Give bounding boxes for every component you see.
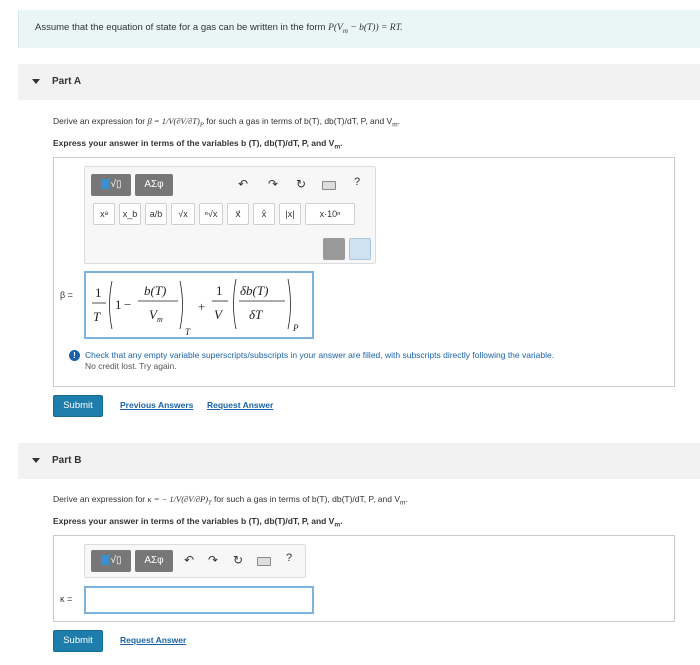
part-a-prompt: Derive an expression for $\beta = 1/V(\partial V/\partial T)_P$ for such a gas in terms of b(T), db(T)/dT, P, and $V_m$. (53, 116, 400, 129)
part-a-answer-expression (86, 273, 312, 337)
subscript-button[interactable]: x_b (119, 203, 141, 225)
redo-icon[interactable]: ↷ (267, 177, 279, 191)
denominator-T: T (93, 309, 101, 324)
subscript-T: T (185, 327, 191, 337)
unit-vector-button[interactable]: x̂ (253, 203, 275, 225)
collapse-caret-icon[interactable] (32, 79, 40, 84)
part-a-request-answer-link[interactable]: Request Answer (207, 400, 274, 410)
part-b-prompt: Derive an expression for κ = − $1/V(\partial V/\partial P)_T$ for such a gas in terms of b(T), db(T)/dT, P, and $V_m$. (53, 494, 408, 507)
part-a-math-input[interactable] (84, 271, 314, 339)
reset-icon[interactable]: ↻ (295, 177, 307, 191)
help-icon[interactable]: ? (353, 176, 361, 188)
kappa-label: κ = (60, 594, 73, 604)
part-b-header[interactable] (18, 443, 700, 479)
keyboard-shortcuts-icon[interactable] (322, 181, 336, 190)
part-b-request-answer-link[interactable]: Request Answer (120, 635, 187, 645)
greek-symbols-button[interactable]: ΑΣφ (135, 550, 173, 572)
plus-sign: + (198, 299, 206, 314)
part-b-math-toolbar (84, 544, 306, 578)
part-a-submit-button[interactable]: Submit (53, 395, 103, 417)
nth-root-button[interactable]: ⁿ√x (199, 203, 223, 225)
beta-label: β = (60, 290, 73, 300)
feedback-message: ! Check that any empty variable superscripts/subscripts in your answer are filled, with subscripts directly following the variable. No credit lost. Try again. (69, 350, 554, 371)
greek-symbols-button[interactable]: ΑΣφ (135, 174, 173, 196)
part-b-submit-button[interactable]: Submit (53, 630, 103, 652)
fraction-button[interactable]: a/b (145, 203, 167, 225)
keyboard-icon[interactable] (349, 238, 371, 260)
part-b-answer-box (53, 535, 675, 622)
part-a-math-toolbar (84, 166, 376, 264)
part-b-title: Part B (52, 455, 82, 466)
intro-text: Assume that the equation of state for a gas can be written in the form (35, 22, 329, 33)
keyboard-shortcuts-icon[interactable] (257, 557, 271, 566)
help-icon[interactable]: ? (285, 552, 293, 564)
scientific-notation-button[interactable]: x·10ⁿ (305, 203, 355, 225)
collapse-caret-icon[interactable] (32, 458, 40, 463)
part-a-title: Part A (52, 76, 82, 87)
part-a-header[interactable] (18, 64, 700, 100)
intro-equation: $P(V_m - b(T))$ = RT. (328, 23, 403, 35)
one-term: 1 (115, 297, 122, 312)
backspace-icon[interactable] (323, 238, 345, 260)
info-icon: ! (69, 350, 80, 361)
part-b-instruction: Express your answer in terms of the variables b (T), db(T)/dT, P, and $V_m$. (53, 516, 343, 529)
templates-button[interactable]: √▯ (91, 550, 131, 572)
sqrt-button[interactable]: √x (171, 203, 195, 225)
numerator-one: 1 (95, 285, 102, 300)
undo-icon[interactable]: ↶ (183, 553, 195, 567)
reset-icon[interactable]: ↻ (232, 553, 244, 567)
V-m: $V_m$ (149, 307, 163, 324)
delta-T: δT (249, 307, 263, 322)
previous-answers-link[interactable]: Previous Answers (120, 400, 194, 410)
feedback-subtext: No credit lost. Try again. (85, 361, 177, 372)
templates-button[interactable]: √▯ (91, 174, 131, 196)
superscript-button[interactable]: xᵃ (93, 203, 115, 225)
problem-intro (18, 10, 700, 48)
denominator-V: V (214, 307, 222, 322)
numerator-one-c: 1 (216, 283, 223, 298)
vector-button[interactable]: x⃗ (227, 203, 249, 225)
minus-sign: − (124, 297, 132, 312)
subscript-P: P (293, 323, 299, 333)
part-a-answer-box (53, 157, 675, 387)
part-b-math-input[interactable] (84, 586, 314, 614)
part-a-instruction: Express your answer in terms of the variables b (T), db(T)/dT, P, and $V_m$. (53, 138, 343, 151)
absolute-value-button[interactable]: |x| (279, 203, 301, 225)
redo-icon[interactable]: ↷ (207, 553, 219, 567)
undo-icon[interactable]: ↶ (237, 177, 249, 191)
b-of-T: b(T) (144, 283, 167, 298)
delta-b-of-T: δb(T) (240, 283, 269, 298)
